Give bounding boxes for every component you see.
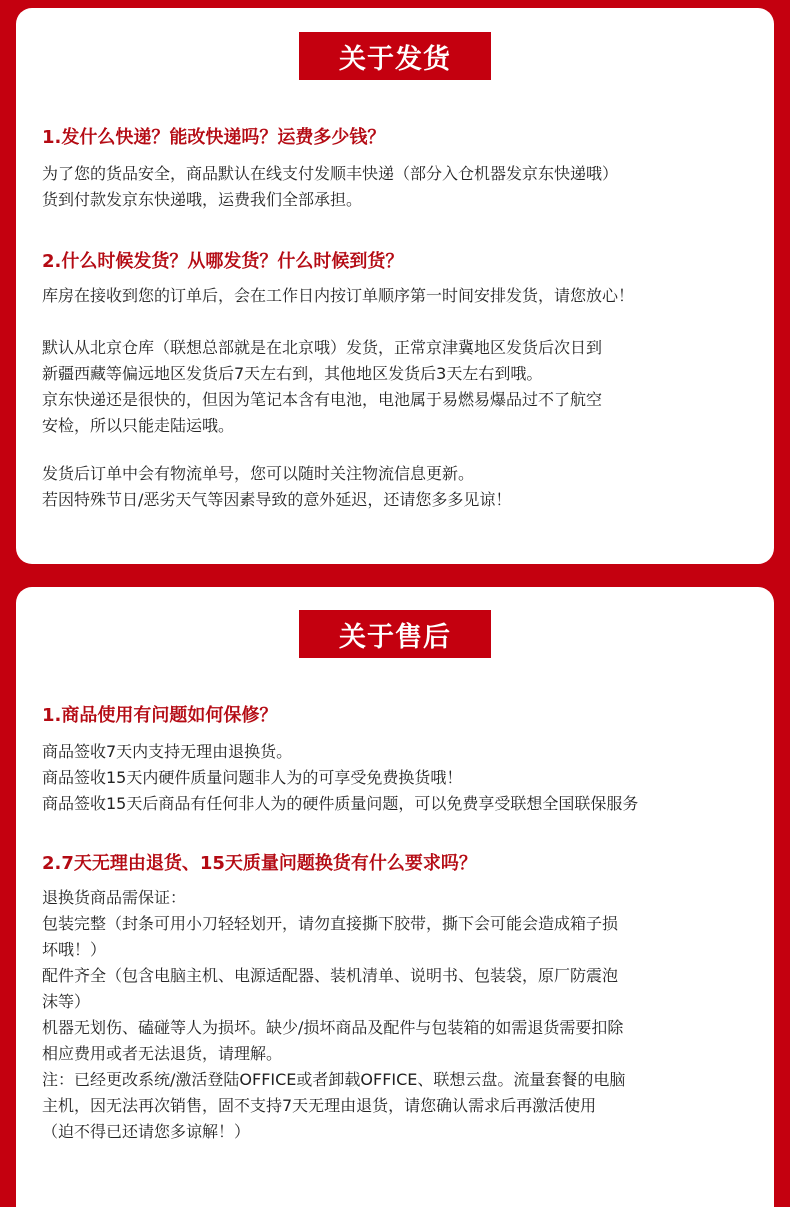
text-line: 主机，因无法再次销售，固不支持7天无理由退货，请您确认需求后再激活使用: [42, 1096, 597, 1115]
text-line: 库房在接收到您的订单后，会在工作日内按订单顺序第一时间安排发货，请您放心！: [42, 286, 635, 305]
shipping-answer-2-p2: [42, 335, 762, 439]
aftersale-question-1: 1.商品使用有问题如何保修？: [42, 705, 278, 726]
text-line: 若因特殊节日/恶劣天气等因素导致的意外延迟，还请您多多见谅！: [42, 490, 512, 509]
shipping-question-2: 2.什么时候发货？从哪发货？什么时候到货？: [42, 251, 404, 272]
text-line: 配件齐全（包含电脑主机、电源适配器、装机清单、说明书、包装袋，原厂防震泡: [42, 966, 619, 985]
shipping-title: 关于发货: [299, 32, 491, 80]
text-line: 注：已经更改系统/激活登陆OFFICE或者卸载OFFICE、联想云盘。流量套餐的电脑: [42, 1070, 626, 1089]
aftersale-title: 关于售后: [299, 610, 491, 658]
aftersale-question-2: 2.7天无理由退货、15天质量问题换货有什么要求吗？: [42, 853, 477, 874]
text-line: 相应费用或者无法退货，请理解。: [42, 1044, 283, 1063]
aftersale-card: [16, 587, 774, 1207]
shipping-card: [16, 8, 774, 564]
aftersale-answer-2: [42, 885, 762, 1145]
text-line: 包装完整（封条可用小刀轻轻划开，请勿直接撕下胶带，撕下会可能会造成箱子损: [42, 914, 619, 933]
text-line: 商品签收7天内支持无理由退换货。: [42, 742, 293, 761]
text-line: 货到付款发京东快递哦，运费我们全部承担。: [42, 190, 363, 209]
text-line: 新疆西藏等偏远地区发货后7天左右到，其他地区发货后3天左右到哦。: [42, 364, 543, 383]
text-line: （迫不得已还请您多谅解！）: [42, 1122, 251, 1141]
text-line: 商品签收15天内硬件质量问题非人为的可享受免费换货哦！: [42, 768, 463, 787]
shipping-answer-1: [42, 161, 762, 213]
text-line: 沫等）: [42, 992, 91, 1011]
text-line: 安检，所以只能走陆运哦。: [42, 416, 235, 435]
text-line: 为了您的货品安全，商品默认在线支付发顺丰快递（部分入仓机器发京东快递哦）: [42, 164, 619, 183]
aftersale-answer-1: [42, 739, 762, 817]
text-line: 默认从北京仓库（联想总部就是在北京哦）发货，正常京津冀地区发货后次日到: [42, 338, 603, 357]
text-line: 京东快递还是很快的，但因为笔记本含有电池，电池属于易燃易爆品过不了航空: [42, 390, 603, 409]
shipping-answer-2-p3: [42, 461, 762, 513]
text-line: 发货后订单中会有物流单号，您可以随时关注物流信息更新。: [42, 464, 475, 483]
text-line: 机器无划伤、磕碰等人为损坏。缺少/损坏商品及配件与包装箱的如需退货需要扣除: [42, 1018, 624, 1037]
shipping-question-1: 1.发什么快递？能改快递吗？运费多少钱？: [42, 127, 386, 148]
text-line: 坏哦！）: [42, 940, 107, 959]
shipping-answer-2-p1: [42, 283, 762, 309]
text-line: 商品签收15天后商品有任何非人为的硬件质量问题，可以免费享受联想全国联保服务: [42, 794, 639, 813]
text-line: 退换货商品需保证：: [42, 888, 187, 907]
